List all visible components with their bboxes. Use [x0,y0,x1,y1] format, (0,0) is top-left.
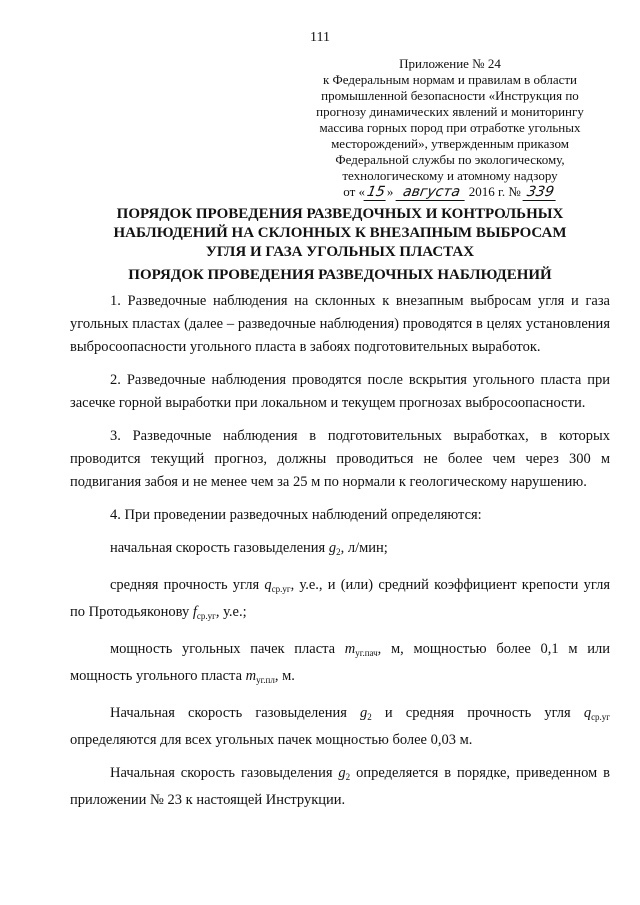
text-run: , у.е., и (или) средний коэффициент крепости угля по Протодьяконову [70,577,610,620]
handwritten-month: августа [395,184,467,201]
subscript: уг.пл [256,675,275,685]
paragraph-2: 2. Разведочные наблюдения проводятся после вскрытия угольного пласта при засечке горной выработки при локальном и текущем прогнозах выбросоопасности. [70,372,610,411]
text-run: определяется в порядке, приведенном в приложении № 23 к настоящей Инструкции. [70,765,610,808]
order-date-line [305,184,595,201]
text-run: , л/мин; [340,540,388,556]
text-run: определяются для всех угольных пачек мощностью более 0,03 м. [70,732,473,748]
subscript: 2 [336,547,341,557]
symbol: g [338,765,346,781]
appendix-line: месторождений», утвержденным приказом [331,136,569,151]
subscript: ср.уг [271,584,291,594]
appendix-line: массива горных пород при отработке угольных [319,120,581,135]
appendix-line: технологическому и атомному надзору [342,168,558,183]
symbol: q [583,705,592,721]
text-run: средняя прочность угля [110,577,265,593]
title-line: ПОРЯДОК ПРОВЕДЕНИЯ РАЗВЕДОЧНЫХ И КОНТРОЛЬНЫХ [116,206,564,222]
document-body [70,290,610,822]
date-prefix: от « [343,184,365,199]
appendix-line: промышленной безопасности «Инструкция по [321,88,579,103]
appendix-line: прогнозу динамических явлений и мониторингу [316,104,584,119]
paragraph-1: 1. Разведочные наблюдения на склонных к внезапным выбросам угля и газа угольных пластах (далее – разведочные наблюдения) проводятся в целях установления выбросоопасности угольного пласта в забоях подготовительных выработок. [70,293,610,355]
subscript: 2 [345,772,351,782]
text-run: Начальная скорость газовыделения [110,705,361,721]
symbol: q [264,577,272,593]
text-run: , м, мощностью более 0,1 м или мощность угольного пласта [70,641,610,684]
paragraph-5 [70,702,610,752]
text-run: мощность угольных пачек пласта [110,641,345,657]
date-year: 2016 г. № [468,184,521,199]
page-number: 111 [310,30,330,45]
symbol: m [344,641,356,657]
list-item-2 [70,574,610,628]
date-separator: » [386,184,394,199]
symbol: g [328,540,337,556]
paragraph-3: 3. Разведочные наблюдения в подготовительных выработках, в которых проводится текущий прогноз, должны проводиться не более чем через 300 м подвигания забоя и не менее чем за 25 м по нормали к геологическому нарушению. [70,428,610,490]
subscript: 2 [367,712,372,722]
subscript: ср.уг [591,712,610,722]
title-line: УГЛЯ И ГАЗА УГОЛЬНЫХ ПЛАСТАХ [205,244,475,260]
symbol: m [245,668,257,684]
subscript: уг.пач [355,648,378,658]
appendix-header [305,56,595,201]
text-run: , у.е.; [215,604,247,620]
section-title: ПОРЯДОК ПРОВЕДЕНИЯ РАЗВЕДОЧНЫХ НАБЛЮДЕНИЙ [128,267,552,283]
text-run: начальная скорость газовыделения [110,540,329,556]
handwritten-order-number: 339 [523,184,559,201]
paragraph-4: 4. При проведении разведочных наблюдений определяются: [110,507,482,523]
appendix-line: Федеральной службы по экологическому, [335,152,565,167]
title-line: НАБЛЮДЕНИЙ НА СКЛОННЫХ К ВНЕЗАПНЫМ ВЫБРОСАМ [113,225,567,241]
list-item-1 [70,537,610,564]
subscript: ср.уг [196,611,216,621]
symbol: f [192,604,197,620]
text-run: Начальная скорость газовыделения [110,765,339,781]
document-title [70,205,610,262]
list-item-3 [70,638,610,692]
appendix-line: к Федеральным нормам и правилам в области [322,72,578,87]
paragraph-6 [70,762,610,812]
symbol: g [360,705,368,721]
text-run: и средняя прочность угля [371,705,584,721]
handwritten-day: 15 [364,184,389,201]
appendix-line: Приложение № 24 [399,56,501,71]
text-run: , м. [274,668,295,684]
